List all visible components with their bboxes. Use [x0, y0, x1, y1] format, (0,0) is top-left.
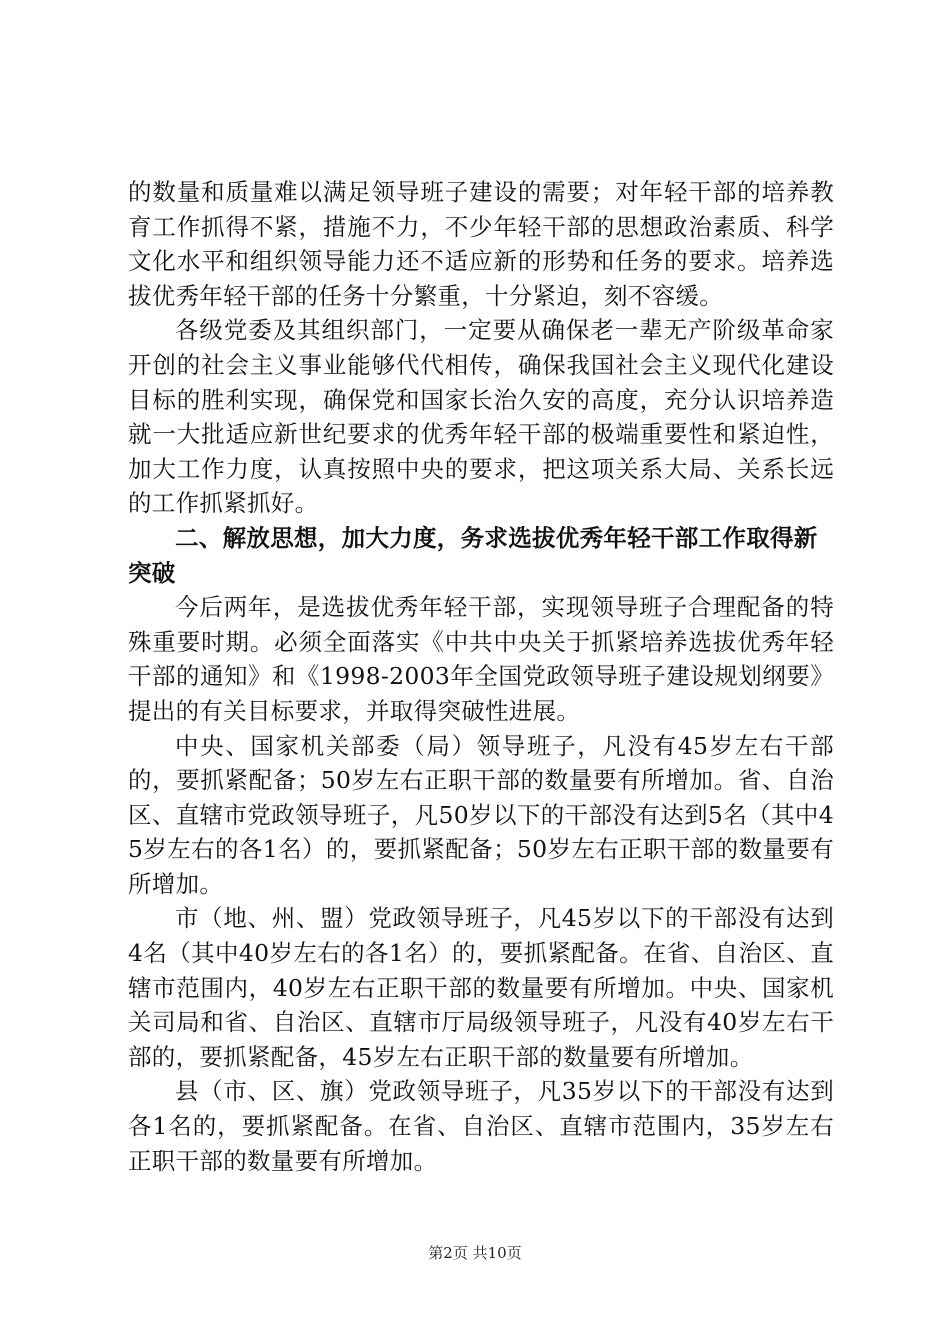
- document-body: [128, 175, 834, 1178]
- paragraph-central-ministries: 中央、国家机关部委（局）领导班子，凡没有45岁左右干部的，要抓紧配备；50岁左右正职干部的数量要有所增加。省、自治区、直辖市党政领导班子，凡50岁以下的干部没有达到5名（其中45岁左右的各1名）的，要抓紧配备；50岁左右正职干部的数量要有所增加。: [128, 731, 834, 898]
- section-heading: 二、解放思想，加大力度，务求选拔优秀年轻干部工作取得新突破: [128, 523, 818, 587]
- paragraph-next-two-years: 今后两年，是选拔优秀年轻干部，实现领导班子合理配备的特殊重要时期。必须全面落实《中共中央关于抓紧培养选拔优秀年轻干部的通知》和《1998-2003年全国党政领导班子建设规划纲要》提出的有关目标要求，并取得突破性进展。: [128, 593, 834, 725]
- page-number-footer: 第2页 共10页: [428, 1244, 522, 1262]
- paragraph-continuation: 的数量和质量难以满足领导班子建设的需要；对年轻干部的培养教育工作抓得不紧，措施不力，不少年轻干部的思想政治素质、科学文化水平和组织领导能力还不适应新的形势和任务的要求。培养选拔优秀年轻干部的任务十分繁重，十分紧迫，刻不容缓。: [128, 178, 834, 310]
- paragraph-party-committees: 各级党委及其组织部门，一定要从确保老一辈无产阶级革命家开创的社会主义事业能够代代相传，确保我国社会主义现代化建设目标的胜利实现，确保党和国家长治久安的高度，充分认识培养造就一大批适应新世纪要求的优秀年轻干部的极端重要性和紧迫性，加大工作力度，认真按照中央的要求，把这项关系大局、关系长远的工作抓紧抓好。: [128, 316, 834, 518]
- paragraph-county-level: 县（市、区、旗）党政领导班子，凡35岁以下的干部没有达到各1名的，要抓紧配备。在省、自治区、直辖市范围内，35岁左右正职干部的数量要有所增加。: [128, 1077, 834, 1175]
- paragraph-city-level: 市（地、州、盟）党政领导班子，凡45岁以下的干部没有达到4名（其中40岁左右的各1名）的，要抓紧配备。在省、自治区、直辖市范围内，40岁左右正职干部的数量要有所增加。中央、国家机关司局和省、自治区、直辖市厅局级领导班子，凡没有40岁左右干部的，要抓紧配备，45岁左右正职干部的数量要有所增加。: [128, 904, 834, 1071]
